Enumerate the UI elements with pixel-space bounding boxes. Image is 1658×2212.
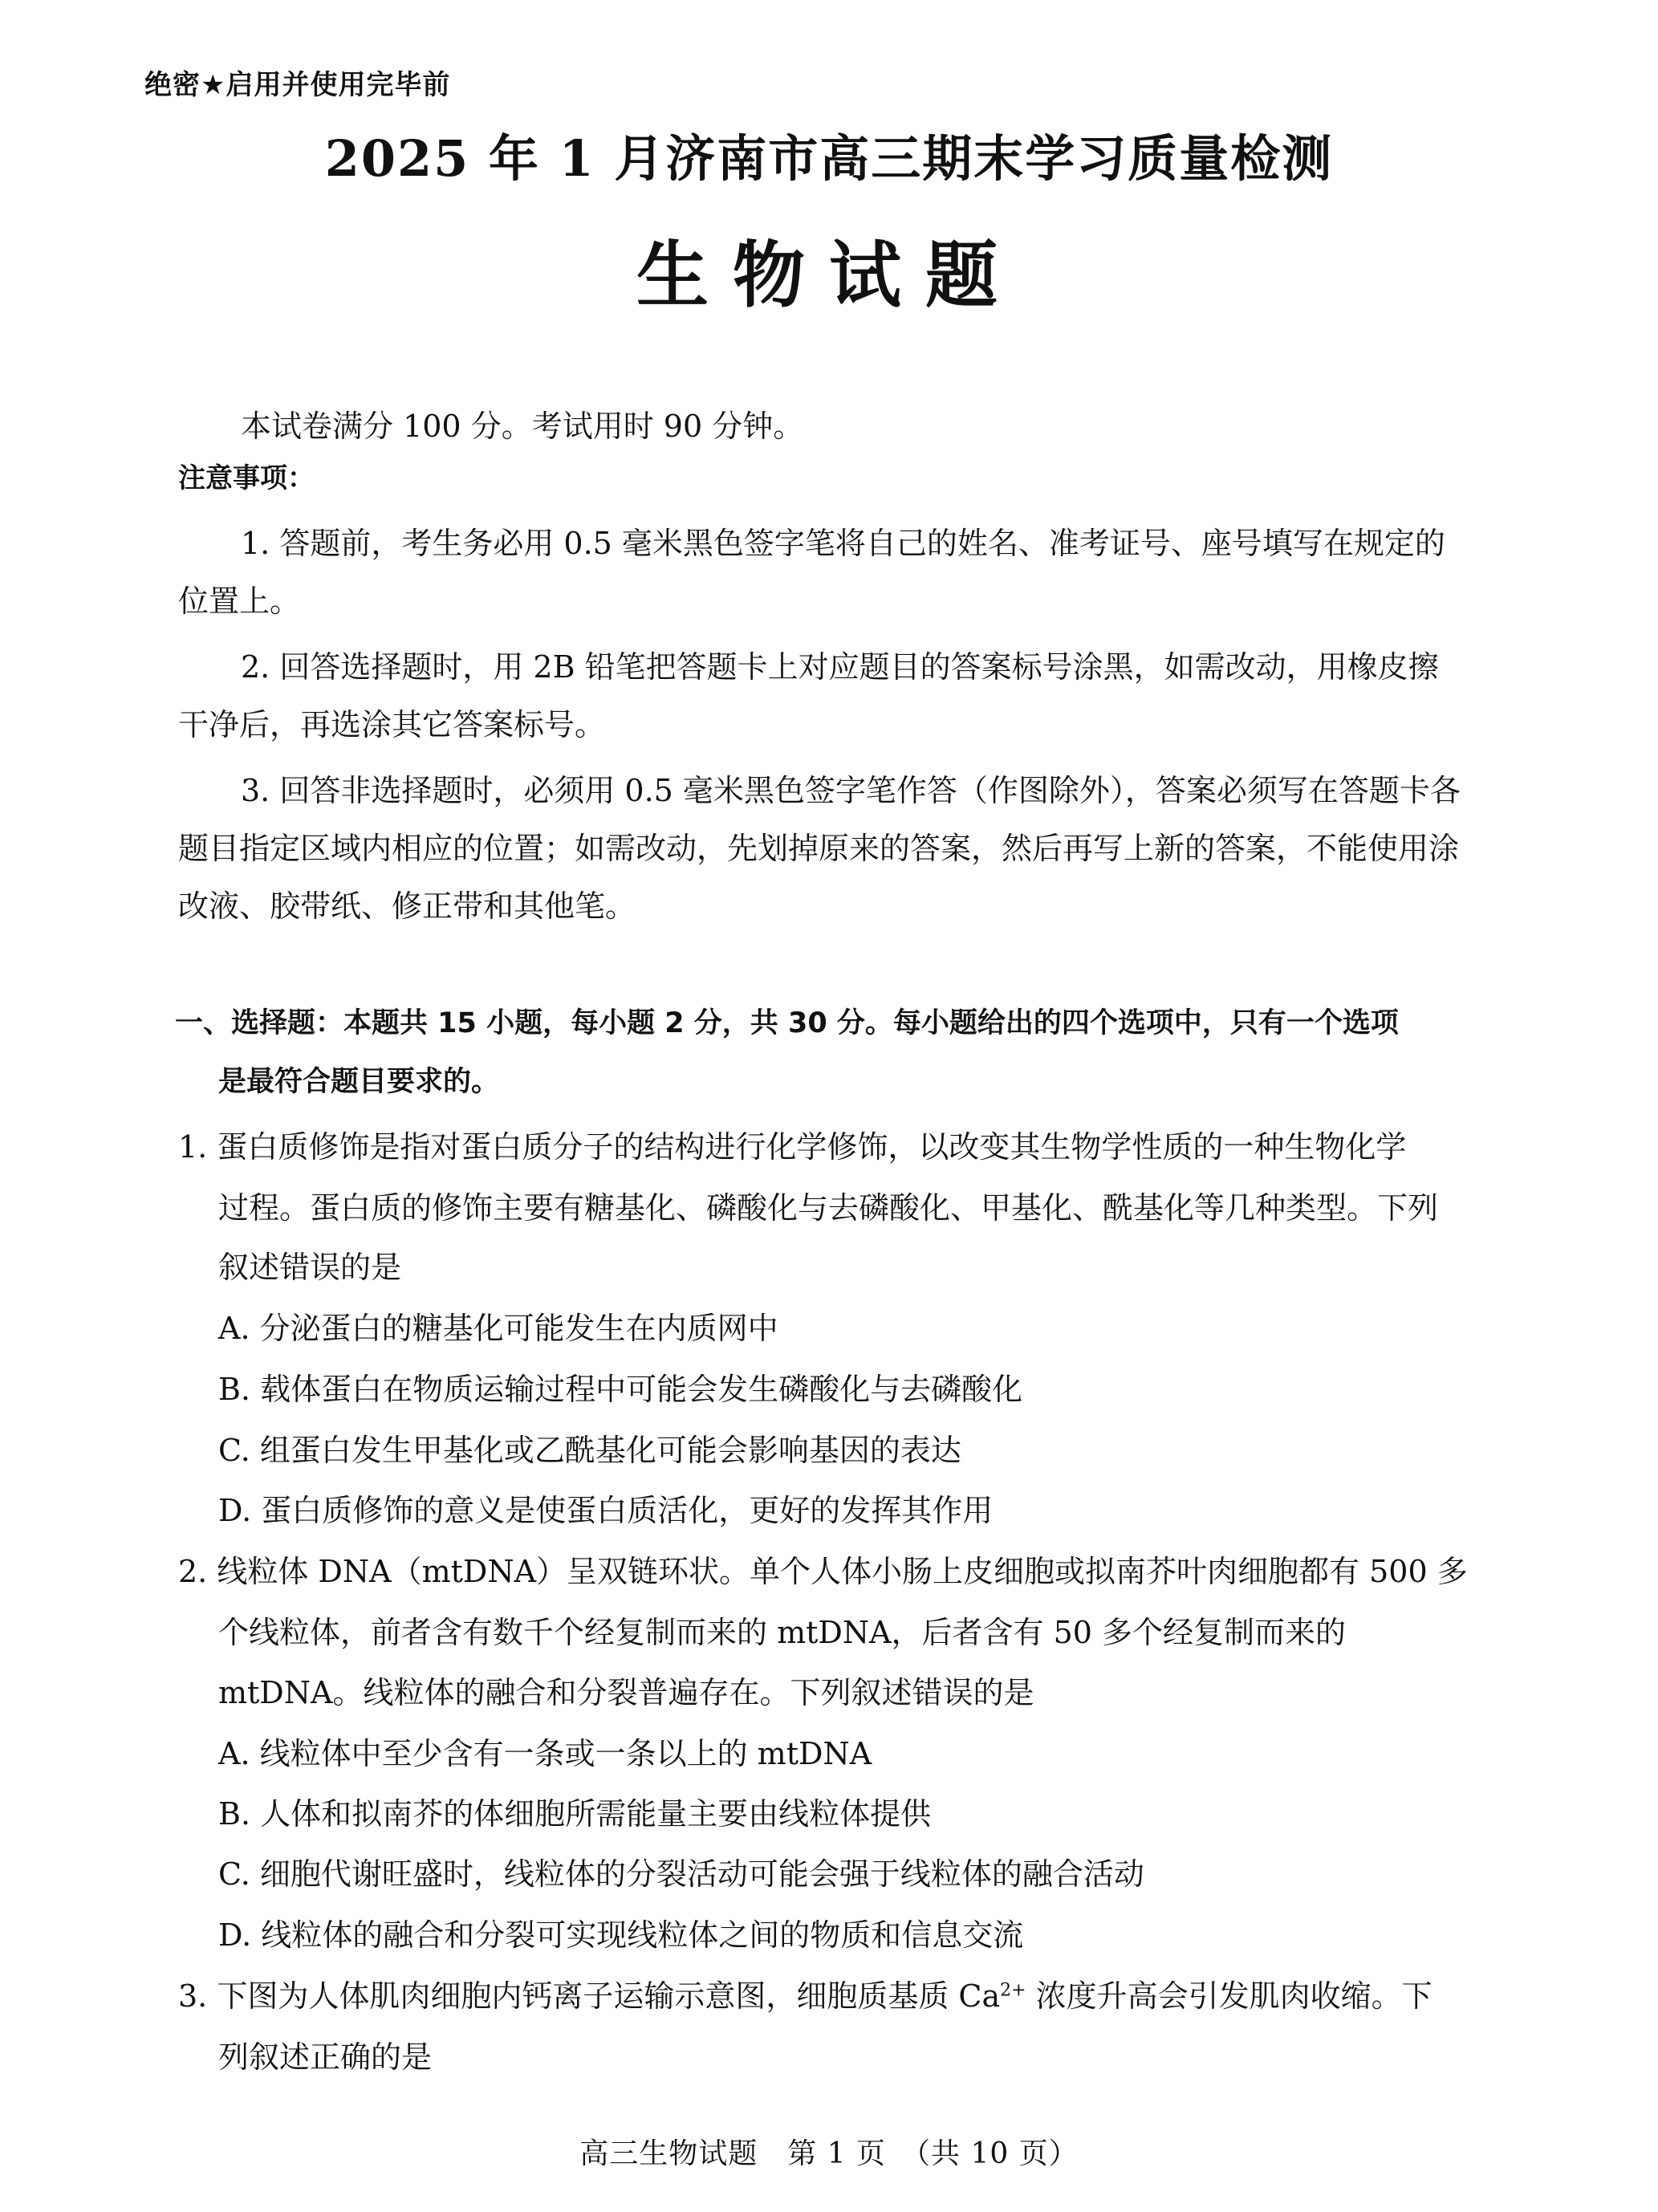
notes-heading: 注意事项： [178, 462, 315, 494]
page-footer: 高三生物试题 第 1 页 （共 10 页） [579, 2137, 1079, 2170]
section-heading-line-1: 一、选择题：本题共 15 小题，每小题 2 分，共 30 分。每小题给出的四个选项中，只有一个选项 [175, 1007, 1399, 1039]
q3-stem-line-1 [178, 1971, 1432, 2015]
note-3-line-1: 3. 回答非选择题时，必须用 0.5 毫米黑色签字笔作答（作图除外），答案必须写在答题卡各 [241, 773, 1461, 808]
note-1-line-2: 位置上。 [178, 583, 301, 619]
q1-stem-line-1: 1. 蛋白质修饰是指对蛋白质分子的结构进行化学修饰，以改变其生物学性质的一种生物化学 [178, 1129, 1407, 1165]
q1-option-c: C. 组蛋白发生甲基化或乙酰基化可能会影响基因的表达 [218, 1433, 961, 1468]
full-score-line: 本试卷满分 100 分。考试用时 90 分钟。 [241, 409, 804, 444]
q2-option-c: C. 细胞代谢旺盛时，线粒体的分裂活动可能会强于线粒体的融合活动 [218, 1856, 1144, 1892]
q2-stem-line-3: mtDNA。线粒体的融合和分裂普遍存在。下列叙述错误的是 [218, 1675, 1034, 1710]
subject-title: 生物试题 [636, 234, 1022, 318]
q2-stem-line-1: 2. 线粒体 DNA（mtDNA）呈双链环状。单个人体小肠上皮细胞或拟南芥叶肉细胞都有 500 多 [178, 1554, 1468, 1589]
q3-stem-text-after: 浓度升高会引发肌肉收缩。下 [1026, 1978, 1432, 2014]
q1-stem-line-3: 叙述错误的是 [218, 1250, 402, 1285]
q3-stem-line-2: 列叙述正确的是 [218, 2039, 433, 2075]
confidential-label: 绝密★启用并使用完毕前 [144, 69, 451, 101]
q2-option-d: D. 线粒体的融合和分裂可实现线粒体之间的物质和信息交流 [218, 1917, 1024, 1953]
note-2-line-1: 2. 回答选择题时，用 2B 铅笔把答题卡上对应题目的答案标号涂黑，如需改动，用橡皮擦 [241, 649, 1439, 685]
q3-stem-text-before: 3. 下图为人体肌肉细胞内钙离子运输示意图，细胞质基质 Ca [178, 1978, 1001, 2014]
q1-option-b: B. 载体蛋白在物质运输过程中可能会发生磷酸化与去磷酸化 [218, 1372, 1023, 1407]
q1-stem-line-2: 过程。蛋白质的修饰主要有糖基化、磷酸化与去磷酸化、甲基化、酰基化等几种类型。下列 [218, 1190, 1439, 1226]
note-2-line-2: 干净后，再选涂其它答案标号。 [178, 707, 606, 742]
q1-option-d: D. 蛋白质修饰的意义是使蛋白质活化，更好的发挥其作用 [218, 1493, 994, 1528]
note-3-line-3: 改液、胶带纸、修正带和其他笔。 [178, 888, 636, 924]
section-heading-line-2: 是最符合题目要求的。 [218, 1066, 500, 1098]
exam-title: 2025 年 1 月济南市高三期末学习质量检测 [324, 129, 1334, 188]
q2-option-b: B. 人体和拟南芥的体细胞所需能量主要由线粒体提供 [218, 1796, 932, 1832]
q2-option-a: A. 线粒体中至少含有一条或一条以上的 mtDNA [218, 1736, 872, 1771]
note-3-line-2: 题目指定区域内相应的位置；如需改动，先划掉原来的答案，然后再写上新的答案，不能使用涂 [178, 831, 1460, 866]
q2-stem-line-2: 个线粒体，前者含有数千个经复制而来的 mtDNA，后者含有 50 多个经复制而来的 [218, 1615, 1347, 1650]
note-1-line-1: 1. 答题前，考生务必用 0.5 毫米黑色签字笔将自己的姓名、准考证号、座号填写在规定的 [241, 526, 1445, 561]
q1-option-a: A. 分泌蛋白的糖基化可能发生在内质网中 [218, 1311, 778, 1346]
calcium-charge-superscript: 2+ [1000, 1980, 1026, 2001]
